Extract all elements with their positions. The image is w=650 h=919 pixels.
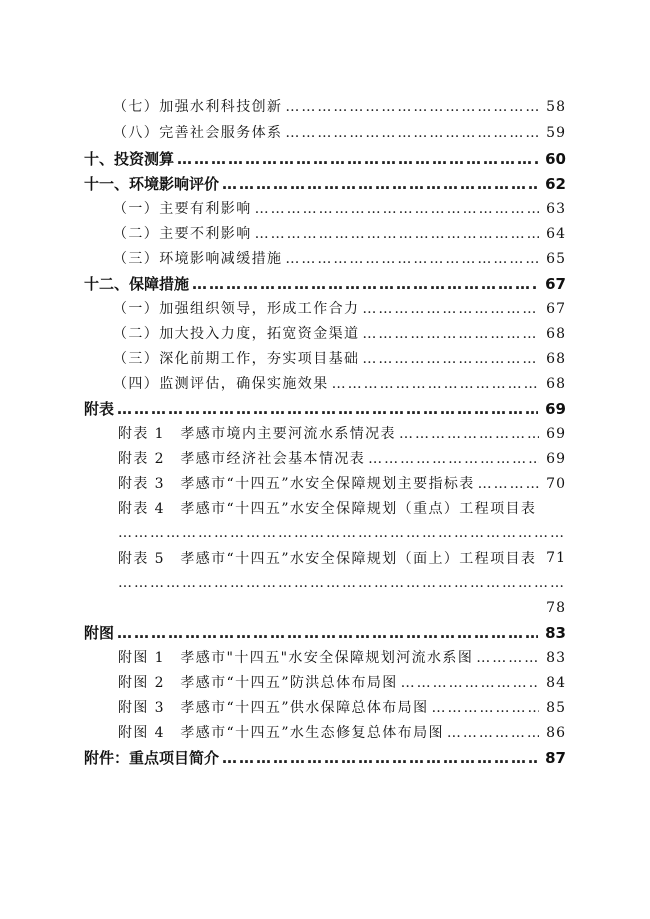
- toc-entry-page: 60: [545, 150, 566, 168]
- toc-leader-dots: [192, 272, 538, 296]
- toc-entry-label: 附图 2 孝感市“十四五”防洪总体布局图: [118, 675, 398, 691]
- toc-entry-label: 附表: [84, 400, 115, 418]
- toc-entry-table-2[interactable]: [0, 447, 650, 471]
- toc-entry-chapter-12[interactable]: [0, 272, 650, 296]
- toc-entry-label: （八）完善社会服务体系: [113, 125, 283, 141]
- toc-entry-page: 67: [545, 275, 566, 293]
- toc-entry-figure-1[interactable]: [0, 646, 650, 670]
- toc-entry-label: 附图: [84, 624, 115, 642]
- toc-entry-page: 78: [546, 600, 566, 616]
- toc-entry-figure-4[interactable]: [0, 721, 650, 745]
- toc-leader-dots: [117, 397, 538, 421]
- toc-entry-label: （三）环境影响减缓措施: [113, 251, 283, 267]
- toc-entry-12-2[interactable]: [0, 322, 650, 346]
- toc-entry-qi[interactable]: [0, 95, 650, 119]
- toc-leader-dots: [399, 422, 539, 446]
- toc-entry-label: 十二、保障措施: [84, 275, 190, 293]
- toc-entry-page: 86: [546, 725, 566, 741]
- toc-leader-dots: [117, 621, 538, 645]
- toc-entry-ba[interactable]: [0, 121, 650, 145]
- toc-leader-dots: [476, 646, 539, 670]
- toc-entry-page: 69: [546, 451, 566, 467]
- toc-entry-11-2[interactable]: [0, 222, 650, 246]
- toc-entry-page: 68: [546, 376, 566, 392]
- toc-entry-attachment[interactable]: [0, 746, 650, 770]
- toc-entry-page: 67: [546, 301, 566, 317]
- toc-leader-dots: [447, 721, 539, 745]
- toc-entry-label: （二）主要不利影响: [113, 226, 252, 242]
- toc-entry-table-5-first-line[interactable]: [0, 547, 650, 571]
- toc-entry-page: 68: [546, 326, 566, 342]
- toc-leader-dots: [478, 472, 540, 496]
- toc-entry-label: （七）加强水利科技创新: [113, 99, 283, 115]
- toc-leader-dots: [222, 172, 538, 196]
- toc-leader-dots: [362, 322, 539, 346]
- toc-leader-dots: [431, 696, 539, 720]
- toc-entry-page: 59: [546, 125, 566, 141]
- toc-entry-appendix-tables[interactable]: [0, 397, 650, 421]
- toc-entry-label: 附表 3 孝感市“十四五”水安全保障规划主要指标表: [118, 476, 475, 492]
- toc-entry-label: 附件：重点项目简介: [84, 749, 220, 767]
- toc-leader-dots: [285, 121, 539, 145]
- toc-entry-page: 65: [546, 251, 566, 267]
- toc-entry-page: 70: [546, 476, 566, 492]
- toc-entry-page: 87: [545, 749, 566, 767]
- toc-leader-dots: [401, 671, 540, 695]
- toc-leader-dots: [362, 297, 539, 321]
- toc-leader-dots: [222, 746, 538, 770]
- toc-entry-page: 83: [546, 650, 566, 666]
- toc-leader-dots: [362, 347, 539, 371]
- toc-leader-dots: [285, 95, 539, 119]
- toc-entry-11-3[interactable]: [0, 247, 650, 271]
- toc-entry-label: 附图 4 孝感市“十四五”水生态修复总体布局图: [118, 725, 444, 741]
- toc-entry-table-4[interactable]: [0, 497, 650, 521]
- toc-entry-page: 63: [546, 201, 566, 217]
- toc-leader-dots: [255, 222, 540, 246]
- toc-entry-label: （一）主要有利影响: [113, 201, 252, 217]
- toc-leader-dots: [368, 447, 539, 471]
- toc-entry-figure-3[interactable]: [0, 696, 650, 720]
- toc-entry-label: （一）加强组织领导，形成工作合力: [113, 301, 360, 317]
- toc-entry-label: 十一、环境影响评价: [84, 175, 220, 193]
- toc-entry-label: 十、投资测算: [84, 150, 175, 168]
- toc-entry-12-4[interactable]: [0, 372, 650, 396]
- toc-entry-label: 附图 1 孝感市"十四五"水安全保障规划河流水系图: [118, 650, 474, 666]
- toc-entry-label: （四）监测评估，确保实施效果: [113, 376, 329, 392]
- toc-entry-label: 附表 1 孝感市境内主要河流水系情况表: [118, 426, 396, 442]
- toc-entry-appendix-figures[interactable]: [0, 621, 650, 645]
- toc-leader-dots: [177, 147, 538, 171]
- toc-entry-chapter-11[interactable]: [0, 172, 650, 196]
- toc-entry-12-1[interactable]: [0, 297, 650, 321]
- toc-entry-page: 64: [546, 226, 566, 242]
- toc-entry-table-3[interactable]: [0, 472, 650, 496]
- toc-entry-label: 附表 5 孝感市“十四五”水安全保障规划（面上）工程项目表: [118, 551, 537, 567]
- toc-leader-dots: [118, 521, 563, 545]
- toc-entry-label: 附表 4 孝感市“十四五”水安全保障规划（重点）工程项目表: [118, 501, 537, 517]
- toc-leader-dots: [255, 197, 540, 221]
- toc-entry-page: 71: [546, 550, 566, 566]
- toc-entry-12-3[interactable]: [0, 347, 650, 371]
- toc-entry-chapter-10[interactable]: [0, 147, 650, 171]
- toc-entry-page: 83: [545, 624, 566, 642]
- toc-entry-page: 69: [545, 400, 566, 418]
- toc-entry-table-1[interactable]: [0, 422, 650, 446]
- toc-entry-table-4-continuation[interactable]: [0, 521, 650, 545]
- toc-leader-dots: [332, 372, 540, 396]
- toc-entry-label: （二）加大投入力度，拓宽资金渠道: [113, 326, 360, 342]
- toc-leader-dots: [285, 247, 539, 271]
- toc-entry-table-5-continuation[interactable]: [0, 571, 650, 595]
- toc-entry-label: （三）深化前期工作，夯实项目基础: [113, 351, 360, 367]
- toc-leader-dots: [118, 571, 563, 595]
- toc-entry-page: 62: [545, 175, 566, 193]
- toc-entry-11-1[interactable]: [0, 197, 650, 221]
- toc-entry-figure-2[interactable]: [0, 671, 650, 695]
- toc-entry-label: 附图 3 孝感市“十四五”供水保障总体布局图: [118, 700, 429, 716]
- toc-entry-page: 84: [546, 675, 566, 691]
- toc-entry-page: 69: [546, 426, 566, 442]
- toc-entry-page: 58: [546, 99, 566, 115]
- toc-entry-page: 68: [546, 351, 566, 367]
- toc-entry-label: 附表 2 孝感市经济社会基本情况表: [118, 451, 366, 467]
- toc-entry-page: 85: [546, 700, 566, 716]
